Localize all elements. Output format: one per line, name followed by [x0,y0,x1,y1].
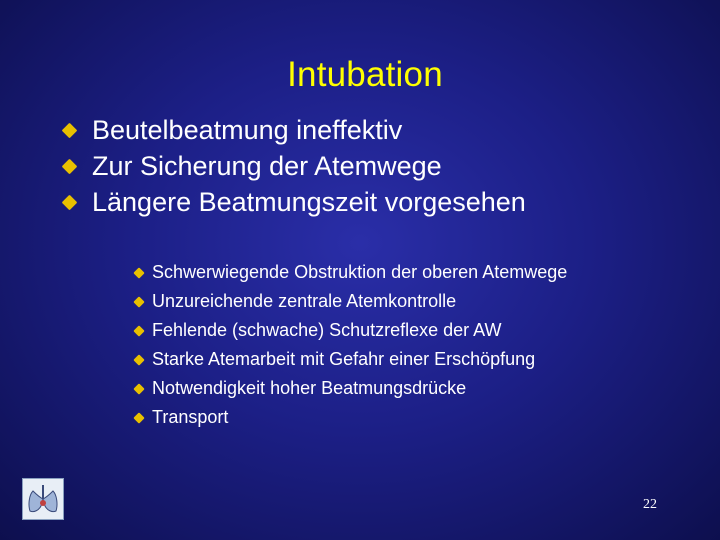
diamond-bullet-icon [133,267,144,278]
diamond-bullet-icon [133,296,144,307]
sub-bullet-text: Unzureichende zentrale Atemkontrolle [152,291,457,311]
diamond-bullet-icon [133,383,144,394]
diamond-bullet-icon [133,354,144,365]
sub-bullet-text: Fehlende (schwache) Schutzreflexe der AW [152,320,502,340]
sub-bullet-text: Schwerwiegende Obstruktion der oberen Atemwege [152,262,568,282]
sub-bullet-item [132,403,567,432]
main-bullet-text: Längere Beatmungszeit vorgesehen [92,186,526,217]
main-bullet-item [62,148,526,184]
slide-title: Intubation [287,55,443,94]
diamond-bullet-icon [133,412,144,423]
page-number: 22 [643,497,657,512]
sub-bullet-item [132,287,567,316]
main-bullet-list [62,112,526,220]
sub-bullet-text: Starke Atemarbeit mit Gefahr einer Erschöpfung [152,349,536,369]
diamond-bullet-icon [62,158,78,174]
sub-bullet-item [132,374,567,403]
main-bullet-text: Beutelbeatmung ineffektiv [92,114,403,145]
sub-bullet-text: Transport [152,407,229,427]
sub-bullet-list [132,258,567,432]
diamond-bullet-icon [62,122,78,138]
lungs-logo-icon [22,478,64,520]
main-bullet-item [62,112,526,148]
sub-bullet-item [132,258,567,287]
sub-bullet-text: Notwendigkeit hoher Beatmungsdrücke [152,378,467,398]
diamond-bullet-icon [62,194,78,210]
main-bullet-item [62,184,526,220]
sub-bullet-item [132,345,567,374]
main-bullet-text: Zur Sicherung der Atemwege [92,150,442,181]
sub-bullet-item [132,316,567,345]
diamond-bullet-icon [133,325,144,336]
